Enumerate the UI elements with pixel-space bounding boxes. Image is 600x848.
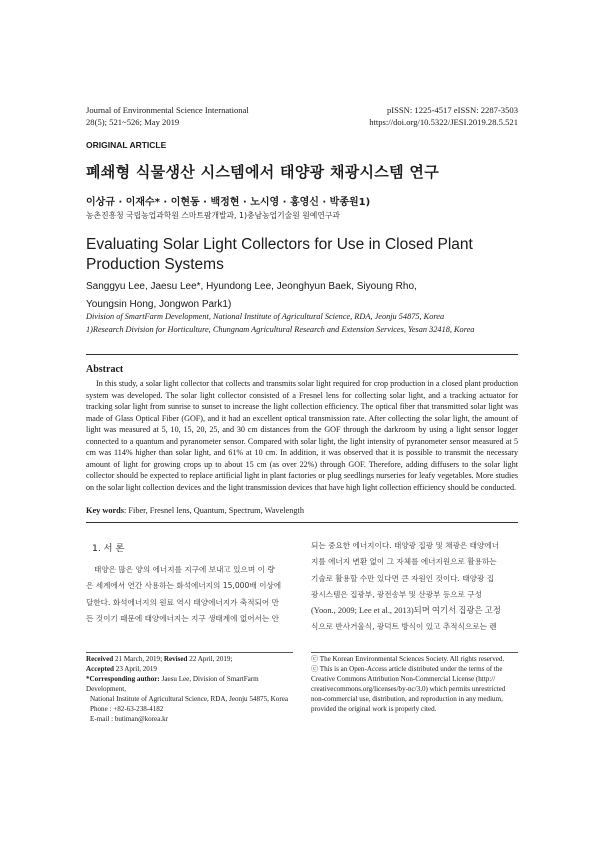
revised-date: 22 April, 2019; <box>189 655 233 663</box>
section-heading: 1. 서 론 <box>92 543 125 554</box>
license-line: ⓒ This is an Open-Access article distributed under the terms of the <box>311 665 503 673</box>
license-line: provided the original work is properly cited. <box>311 705 437 713</box>
body-line: 광시스템은 집광부, 광전송부 및 산광부 등으로 구성 <box>311 589 482 599</box>
accepted-date: 23 April, 2019 <box>115 665 157 673</box>
phone: Phone : +82-63-238-4182 <box>90 705 164 713</box>
revised-label: Revised <box>163 655 188 663</box>
english-affiliations <box>86 311 474 336</box>
journal-header <box>86 105 249 128</box>
english-title-line: Production Systems <box>86 256 224 273</box>
received-revised-line <box>86 654 296 664</box>
accepted-line <box>86 664 296 674</box>
english-authors <box>86 278 417 314</box>
abstract-heading: Abstract <box>86 364 124 375</box>
korean-affiliation: 농촌진흥청 국립농업과학원 스마트팜개발과, 1)충남농업기술원 원예연구과 <box>86 211 340 220</box>
abstract-text: In this study, a solar light collector that collects and transmits solar light required for crop production in a closed plant production system was developed. The solar light collector consisted of a Fresnel lens for collecting solar light, and a tracking actuator for tracking solar light from sunrise to sunset to increase the light collection efficiency. The optical fiber that transmitted solar light was made of Glass Optical Fiber (GOF), and it had an excellent optical transmission rate. After collecting the solar light, the amount of light was measured at 5, 10, 15, 20, 25, and 30 cm distances from the GOF through the darkroom by using a light sensor logger connected to a quantum and pyranometer sensor. Compared with solar light, the light intensity of pyranometer sensor measured at 5 cm was 114% higher than solar light, and 61% at 10 cm. In addition, it was observed that it is possible to transmit the necessary amount of light for growing crops up to about 15 cm (as over 22%) through GOF. Therefore, adding diffusers to the solar light collector should be expected to replace artificial light in plant factories or plug seedlings nurseries for leafy vegetables. More studies on the solar light collection devices and the light transmission devices that have high light collection efficiency should be conducted. <box>86 379 518 492</box>
body-line: 달한다. 화석에너지의 원료 역시 태양에너지가 축적되어 만 <box>86 597 279 607</box>
english-title-line: Evaluating Solar Light Collectors for Use in Closed Plant <box>86 236 473 253</box>
keywords-label: Key words <box>86 506 125 515</box>
footnote-rule-right <box>311 652 518 653</box>
corresponding-author <box>86 674 296 694</box>
body-line: 되는 중요한 에너지이다. 태양광 집광 및 채광은 태양에너 <box>311 541 500 550</box>
body-right-column <box>311 538 518 636</box>
article-type: ORIGINAL ARTICLE <box>86 140 167 150</box>
footnote-dates <box>86 654 296 724</box>
keywords-list: : Fiber, Fresnel lens, Quantum, Spectrum, Wavelength <box>124 506 304 515</box>
affiliation-line: Division of SmartFarm Development, National Institute of Agricultural Science, RDA, Jeonju 54875, Korea <box>86 312 445 321</box>
license-line: Creative Commons Attribution Non-Commercial License (http:// <box>311 675 496 683</box>
affiliation-line: 1)Research Division for Horticulture, Chungnam Agricultural Research and Extension Services, Yesan 32418, Korea <box>86 324 475 334</box>
received-label: Received <box>86 655 114 663</box>
license-line: non-commercial use, distribution, and reproduction in any medium, <box>311 695 503 703</box>
body-left-column <box>86 562 293 627</box>
corresponding-institute: National Institute of Agricultural Science, RDA, Jeonju 54875, Korea <box>90 695 288 703</box>
accepted-label: Accepted <box>86 665 114 673</box>
keywords <box>86 506 304 515</box>
body-line: 지를 에너지 변환 없이 그 자체를 에너지원으로 활용하는 <box>311 557 497 567</box>
corresponding-label: *Corresponding author: <box>86 675 160 683</box>
abstract-bottom-rule <box>86 522 518 523</box>
korean-authors: 이상규 · 이재수* · 이현동 · 백정현 · 노시영 · 홍영신 · 박종원1) <box>86 197 371 208</box>
english-title <box>86 235 473 275</box>
issn: pISSN: 1225-4517 eISSN: 2287-3503 <box>386 105 518 115</box>
received-date: 21 March, 2019; <box>114 655 163 663</box>
body-line: 기술로 활용할 수만 있다면 큰 자원인 것이다. 태양광 집 <box>311 573 495 583</box>
journal-volume: 28(5); 521~526; May 2019 <box>86 116 180 127</box>
journal-name: Journal of Environmental Science International <box>86 105 249 115</box>
corresponding-name: Jaesu Lee, Division of SmartFarm Development, <box>86 675 259 693</box>
footnote-rule-left <box>86 652 293 653</box>
english-authors-line: Sanggyu Lee, Jaesu Lee*, Hyundong Lee, Jeonghyun Baek, Siyoung Rho, <box>86 281 417 292</box>
body-line: 식으로 반사거울식, 광덕트 방식이 있고 추적식으로는 렌 <box>311 622 497 632</box>
copyright: ⓒ The Korean Environmental Sciences Society. All rights reserved. <box>311 655 505 663</box>
footnote-license <box>311 654 521 714</box>
email-link[interactable]: E-mail : butiman@korea.kr <box>90 715 169 723</box>
doi-link[interactable]: https://doi.org/10.5322/JESI.2019.28.5.521 <box>369 116 518 127</box>
body-line: 은 세계에서 연간 사용하는 화석에너지의 15,000배 이상에 <box>86 581 282 591</box>
korean-title: 폐쇄형 식물생산 시스템에서 태양광 채광시스템 연구 <box>86 163 439 181</box>
abstract-top-rule <box>86 354 518 355</box>
journal-ids <box>369 105 518 128</box>
body-line: 태양은 많은 양의 에너지를 지구에 보내고 있으며 이 량 <box>94 565 275 574</box>
english-authors-line: Youngsin Hong, Jongwon Park1) <box>86 299 232 310</box>
license-line: creativecommons.org/licenses/by-nc/3.0) which permits unrestricted <box>311 685 506 693</box>
body-line: 든 것이기 때문에 태양에너지는 지구 생태계에 없어서는 안 <box>86 613 279 623</box>
body-line: (Yoon., 2009; Lee et al., 2013)되며 여기서 집광은 고정 <box>311 606 501 616</box>
